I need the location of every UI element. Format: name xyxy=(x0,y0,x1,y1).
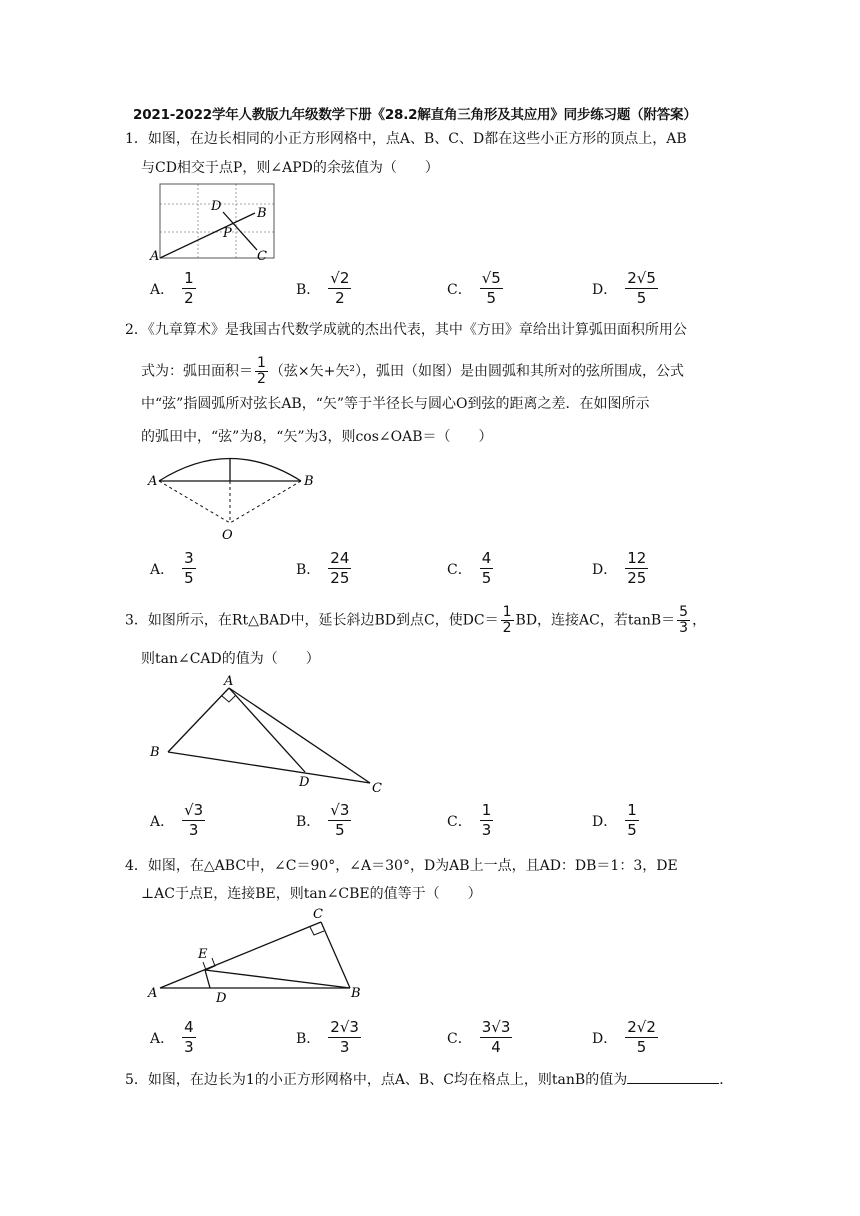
q2-option-b[interactable]: B． $\frac{24}{25}$ xyxy=(296,549,350,587)
q4-option-d[interactable]: D． $\frac{2√2}{5}$ xyxy=(592,1018,656,1056)
q3-option-b-label: B． xyxy=(296,813,321,830)
q3-label-b: B xyxy=(150,745,160,760)
page-title: 2021-2022学年人教版九年级数学下册《28.2解直角三角形及其应用》同步练习题（附答案） xyxy=(133,107,697,123)
q3-option-a-label: A． xyxy=(150,813,175,830)
q4-option-a[interactable]: A． $\frac{4}{3}$ xyxy=(150,1018,194,1056)
q4-option-b[interactable]: B． $\frac{2√3}{3}$ xyxy=(296,1018,359,1056)
q2-label-a: A xyxy=(148,474,158,489)
q3-label-c: C xyxy=(372,781,382,796)
q1-line1: 1．如图，在边长相同的小正方形网格中，点A、B、C、D都在这些小正方形的顶点上，AB xyxy=(125,131,687,147)
q3-option-c[interactable]: C． $\frac{1}{3}$ xyxy=(447,801,492,839)
q2-option-a-label: A． xyxy=(150,561,175,578)
q5-line1: 5．如图，在边长为1的小正方形网格中，点A、B、C均在格点上，则tanB的值为 ． xyxy=(125,1072,734,1088)
q2-option-a[interactable]: A． $\frac{3}{5}$ xyxy=(150,549,194,587)
q4-option-a-label: A． xyxy=(150,1030,175,1047)
q1-label-a: A xyxy=(150,249,160,264)
q1-option-c-label: C． xyxy=(447,281,472,298)
q2-line4: 的弧田中，“弦”为8，“矢”为3，则cos∠OAB＝（ ） xyxy=(141,429,493,445)
q3-option-d-label: D． xyxy=(592,813,618,830)
q2-figure xyxy=(140,446,330,546)
q1-label-b: B xyxy=(257,206,267,221)
q3-label-d: D xyxy=(299,775,310,790)
q4-label-e: E xyxy=(198,947,208,962)
q4-label-d: D xyxy=(216,991,227,1006)
q4-option-c[interactable]: C． $\frac{3√3}{4}$ xyxy=(447,1018,511,1056)
q2-option-d-label: D． xyxy=(592,561,618,578)
q1-option-a-label: A． xyxy=(150,281,175,298)
q2-option-c-label: C． xyxy=(447,561,472,578)
q1-label-p: P xyxy=(223,226,232,241)
q4-label-a: A xyxy=(148,986,158,1001)
q4-option-c-label: C． xyxy=(447,1030,472,1047)
q4-label-b: B xyxy=(351,986,361,1001)
q3-line1: 3．如图所示，在Rt△BAD中，延长斜边BD到点C，使DC＝ $\frac{1}{2}$ BD，连接AC，若tanB＝ $\frac{5}{3}$ ， xyxy=(125,604,707,636)
q1-option-d[interactable]: D． $\frac{2√5}{5}$ xyxy=(592,269,656,307)
q2-line3: 中“弦”指圆弧所对弦长AB，“矢”等于半径长与圆心O到弦的距离之差．在如图所示 xyxy=(141,396,650,412)
q2-option-b-label: B． xyxy=(296,561,321,578)
q4-line1: 4．如图，在△ABC中，∠C＝90°，∠A＝30°，D为AB上一点，且AD：DB＝1：3，DE xyxy=(125,858,678,874)
q3-option-d[interactable]: D． $\frac{1}{5}$ xyxy=(592,801,637,839)
q3-option-c-label: C． xyxy=(447,813,472,830)
q1-option-d-label: D． xyxy=(592,281,618,298)
q4-label-c: C xyxy=(313,907,323,922)
q2-label-o: O xyxy=(222,528,233,543)
q2-line2: 式为：弧田面积＝ $\frac{1}{2}$ （弦×矢+矢²），弧田（如图）是由圆弧和其所对的弦所围成，公式 xyxy=(141,355,684,387)
q2-option-c[interactable]: C． $\frac{4}{5}$ xyxy=(447,549,492,587)
q1-line2: 与CD相交于点P，则∠APD的余弦值为（ ） xyxy=(141,160,439,176)
q1-label-c: C xyxy=(257,249,267,264)
q4-figure xyxy=(140,904,380,1014)
q1-option-b-label: B． xyxy=(296,281,321,298)
q3-line2: 则tan∠CAD的值为（ ） xyxy=(141,651,320,667)
q4-option-d-label: D． xyxy=(592,1030,618,1047)
q2-line1: 2．《九章算术》是我国古代数学成就的杰出代表，其中《方田》章给出计算弧田面积所用公 xyxy=(125,322,687,338)
q2-label-b: B xyxy=(304,474,314,489)
q4-option-b-label: B． xyxy=(296,1030,321,1047)
q3-figure xyxy=(140,668,390,798)
q4-line2: ⊥AC于点E，连接BE，则tan∠CBE的值等于（ ） xyxy=(141,886,482,902)
q1-option-b[interactable]: B． $\frac{√2}{2}$ xyxy=(296,269,350,307)
q3-option-a[interactable]: A． $\frac{√3}{3}$ xyxy=(150,801,204,839)
q1-figure xyxy=(140,178,290,264)
q2-option-d[interactable]: D． $\frac{12}{25}$ xyxy=(592,549,647,587)
q1-label-d: D xyxy=(211,199,222,214)
q5-answer-blank[interactable] xyxy=(627,1071,719,1084)
q3-label-a: A xyxy=(224,674,234,689)
q1-option-c[interactable]: C． $\frac{√5}{5}$ xyxy=(447,269,501,307)
q3-option-b[interactable]: B． $\frac{√3}{5}$ xyxy=(296,801,350,839)
q1-option-a[interactable]: A． $\frac{1}{2}$ xyxy=(150,269,194,307)
